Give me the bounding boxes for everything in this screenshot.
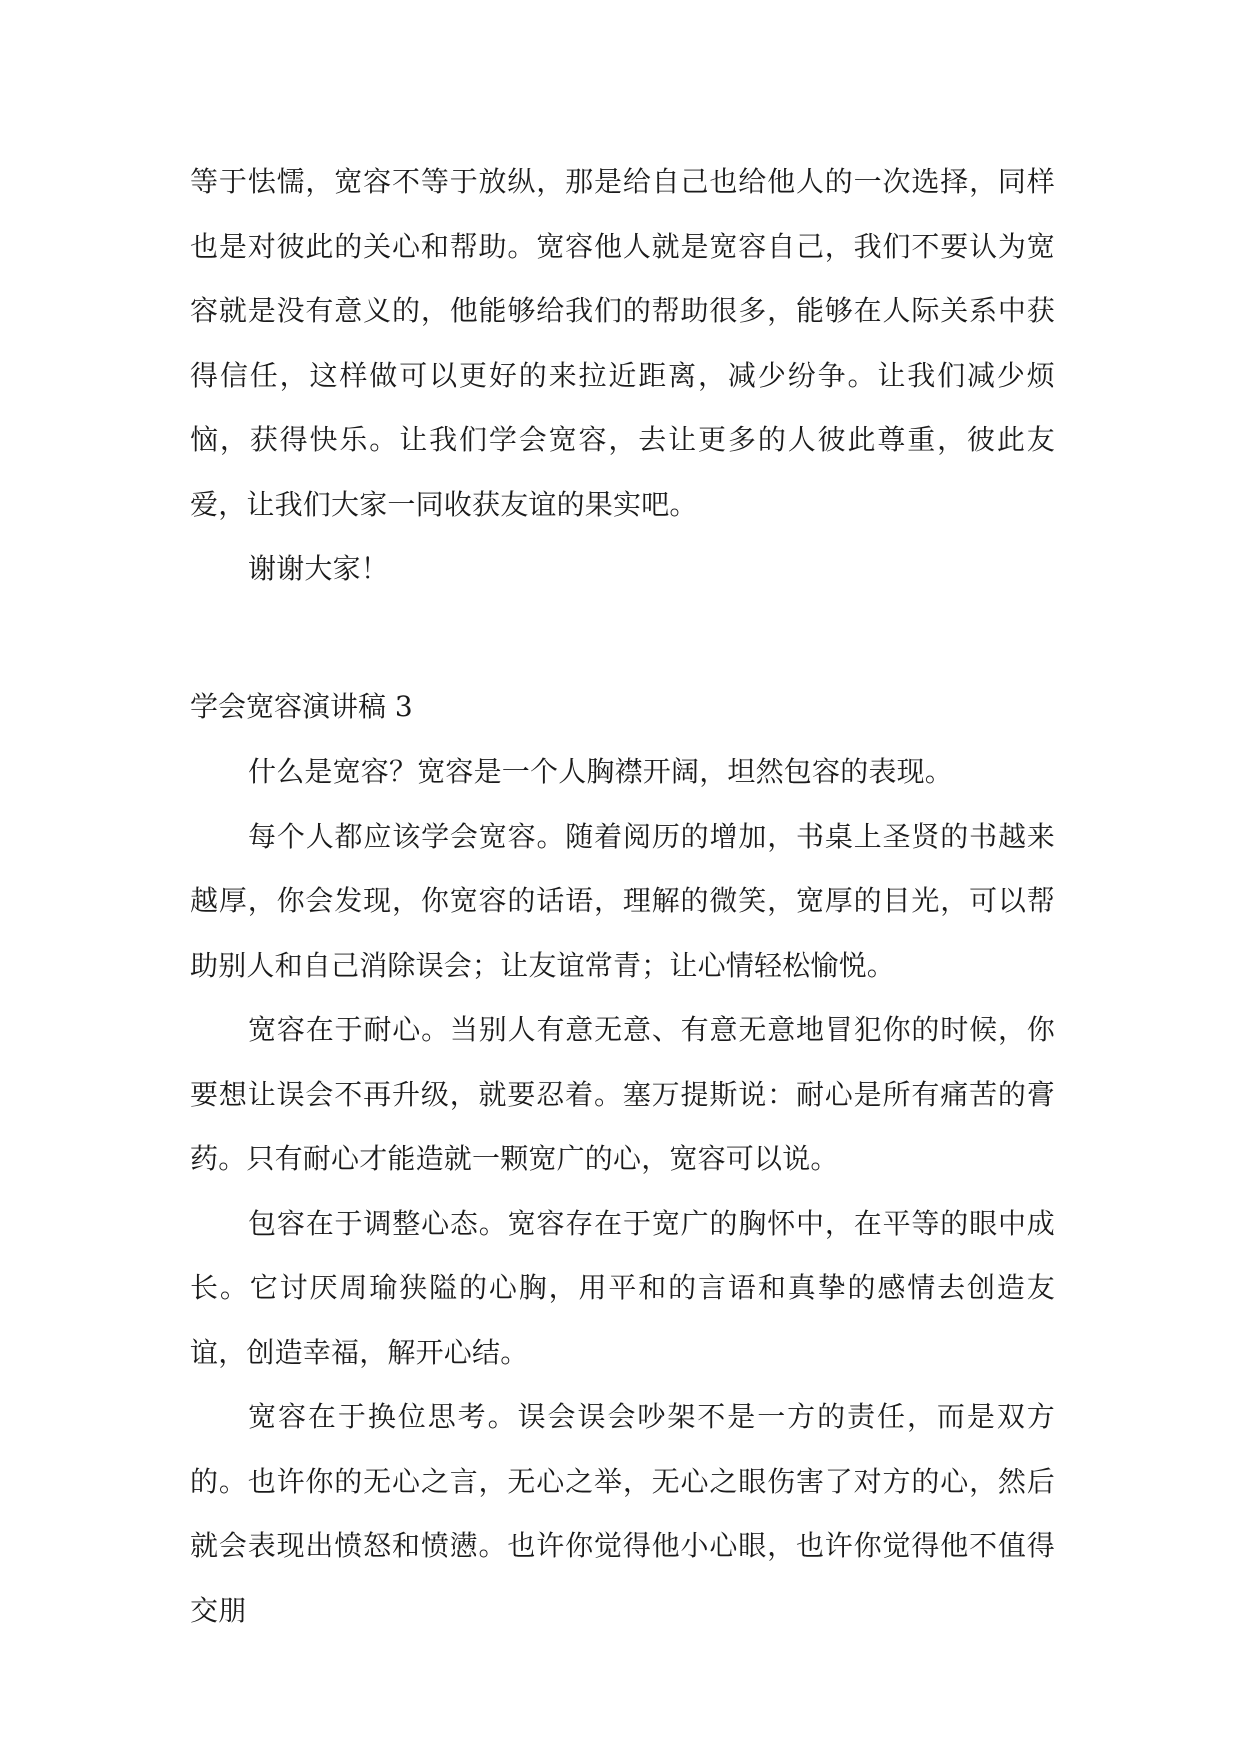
speech-body — [190, 740, 1055, 1643]
paragraph-3: 宽容在于耐心。当别人有意无意、有意无意地冒犯你的时候，你要想让误会不再升级，就要忍着。塞万提斯说：耐心是所有痛苦的膏药。只有耐心才能造就一颗宽广的心，宽容可以说。 — [190, 1013, 1055, 1175]
intro-section — [190, 150, 1055, 602]
paragraph-4: 包容在于调整心态。宽容存在于宽广的胸怀中，在平等的眼中成长。它讨厌周瑜狭隘的心胸，用平和的言语和真挚的感情去创造友谊，创造幸福，解开心结。 — [190, 1206, 1055, 1369]
paragraph-2: 每个人都应该学会宽容。随着阅历的增加，书桌上圣贤的书越来越厚，你会发现，你宽容的话语，理解的微笑，宽厚的目光，可以帮助别人和自己消除误会；让友谊常青；让心情轻松愉悦。 — [190, 819, 1055, 982]
intro-paragraph: 等于怯懦，宽容不等于放纵，那是给自己也给他人的一次选择，同样也是对彼此的关心和帮助。宽容他人就是宽容自己，我们不要认为宽容就是没有意义的，他能够给我们的帮助很多，能够在人际关系中获得信任，这样做可以更好的来拉近距离，减少纷争。让我们减少烦恼，获得快乐。让我们学会宽容，去让更多的人彼此尊重，彼此友爱，让我们大家一同收获友谊的果实吧。 — [190, 165, 1055, 521]
paragraph-1: 什么是宽容？宽容是一个人胸襟开阔，坦然包容的表现。 — [248, 755, 954, 788]
section-title: 学会宽容演讲稿 3 — [190, 690, 413, 723]
closing-line: 谢谢大家！ — [248, 552, 390, 585]
paragraph-5: 宽容在于换位思考。误会误会吵架不是一方的责任，而是双方的。也许你的无心之言，无心之举，无心之眼伤害了对方的心，然后就会表现出愤怒和愤懑。也许你觉得他小心眼，也许你觉得他不值得交朋 — [190, 1400, 1055, 1627]
